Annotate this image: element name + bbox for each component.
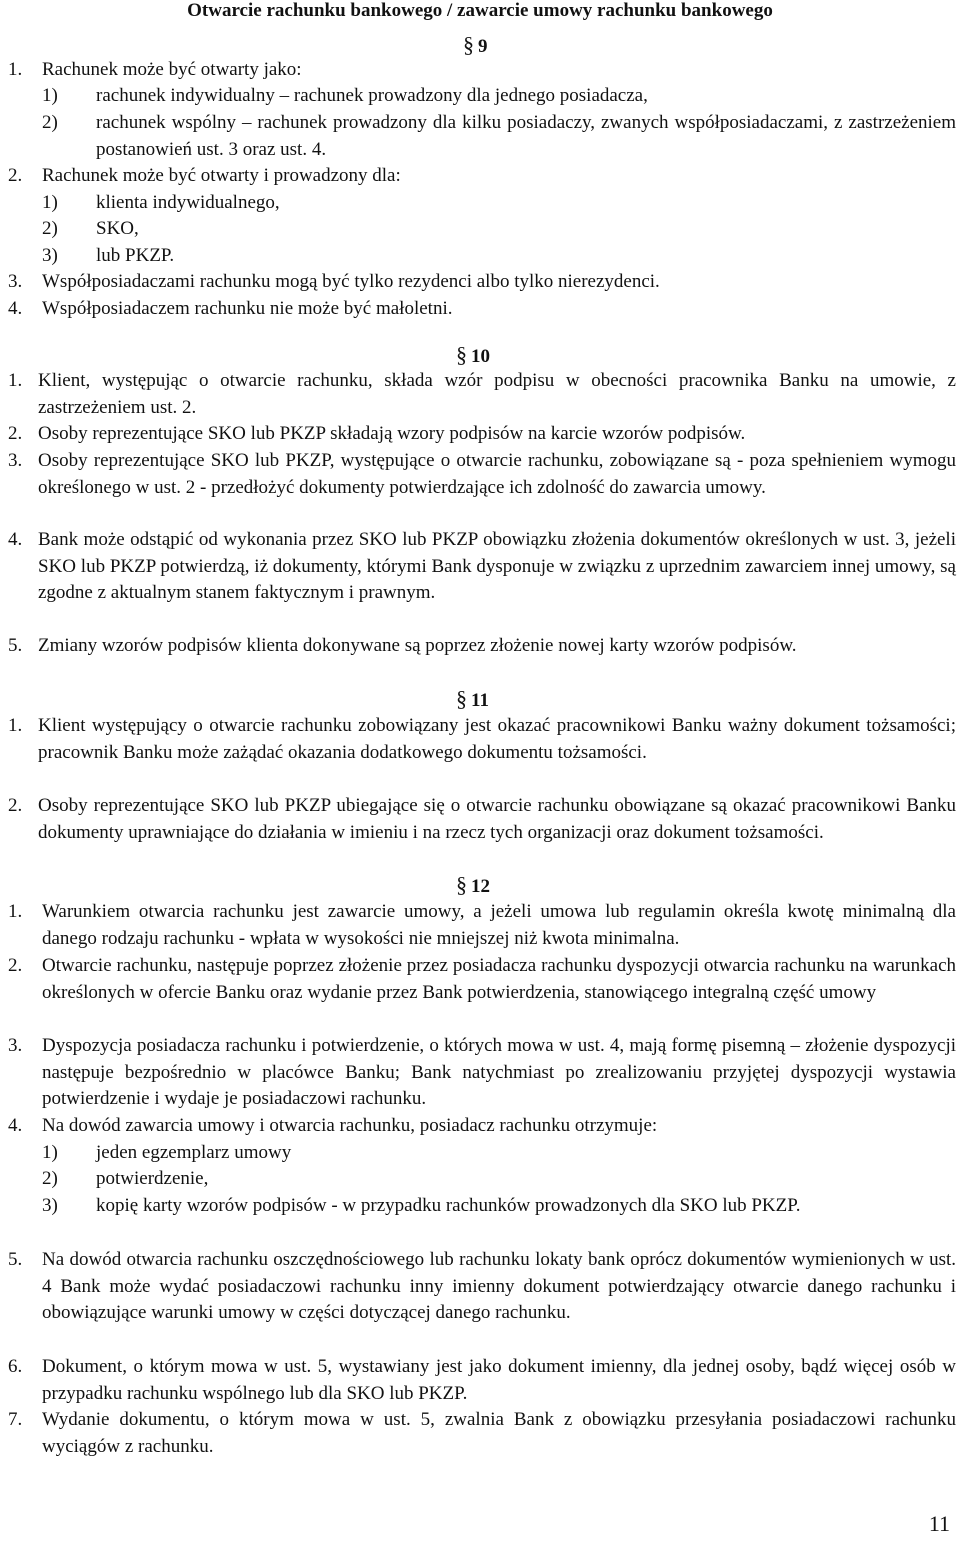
paragraph-11-1: 1. Klient występujący o otwarcie rachunku zobowiązany jest okazać pracownikowi Banku ważny dokument tożsamości; pracownik Banku może zażądać okazania dodatkowego dokumentu tożsamości.: [8, 715, 956, 763]
paragraph-9-1: 1. Rachunek może być otwarty jako:: [8, 59, 302, 80]
paragraph-12-1: 1. Warunkiem otwarcia rachunku jest zawarcie umowy, a jeżeli umowa lub regulamin określa kwotę minimalną dla danego rodzaju rachunku - wpłata w wysokości nie mniejszej niż kwota minimalna.: [8, 901, 956, 949]
page-number: 11: [928, 1511, 950, 1536]
point-9-2-2: 2) SKO,: [42, 218, 139, 239]
paragraph-12-3: 3. Dyspozycja posiadacza rachunku i potwierdzenie, o których mowa w ust. 4, mają formę pisemną – złożenie dyspozycji następuje bezpośrednio w placówce Banku; Bank natychmiast po zrealizowaniu przyjętej dyspozycji wystawia potwierdzenie i wydaje je posiadaczowi rachunku.: [8, 1035, 956, 1109]
point-12-4-3: 3) kopię karty wzorów podpisów - w przypadku rachunków prowadzonych dla SKO lub PKZP.: [42, 1195, 801, 1216]
paragraph-9-2: 2. Rachunek może być otwarty i prowadzony dla:: [8, 165, 401, 186]
paragraph-10-1: 1. Klient, występując o otwarcie rachunku, składa wzór podpisu w obecności pracownika Banku na umowie, z zastrzeżeniem ust. 2.: [8, 370, 956, 418]
paragraph-12-7: 7. Wydanie dokumentu, o którym mowa w ust. 5, zwalnia Bank z obowiązku przesyłania posiadaczowi rachunku wyciągów z rachunku.: [8, 1409, 956, 1457]
section-symbol: §: [463, 32, 474, 57]
paragraph-12-4: 4. Na dowód zawarcia umowy i otwarcia rachunku, posiadacz rachunku otrzymuje:: [8, 1115, 658, 1136]
section-number: 9: [478, 36, 488, 57]
section-symbol: §: [456, 872, 467, 897]
section-symbol: §: [456, 342, 467, 367]
point-12-4-2: 2) potwierdzenie,: [42, 1168, 209, 1189]
paragraph-12-5: 5. Na dowód otwarcia rachunku oszczędnościowego lub rachunku lokaty bank oprócz dokumentów wymienionych w ust. 4 Bank może wydać posiadaczowi rachunku inny imienny dokument potwierdzający otwarcie danego rachunku i obowiązujące warunki umowy w części dotyczącej danego rachunku.: [8, 1249, 956, 1323]
paragraph-9-4: 4. Współposiadaczem rachunku nie może być małoletni.: [8, 298, 453, 319]
paragraph-10-2: 2. Osoby reprezentujące SKO lub PKZP składają wzory podpisów na karcie wzorów podpisów.: [8, 423, 746, 444]
point-9-1-1: 1) rachunek indywidualny – rachunek prowadzony dla jednego posiadacza,: [42, 85, 648, 106]
paragraph-10-5: 5. Zmiany wzorów podpisów klienta dokonywane są poprzez złożenie nowej karty wzorów podpisów.: [8, 635, 797, 656]
section-number: 12: [471, 876, 490, 897]
paragraph-12-2: 2. Otwarcie rachunku, następuje poprzez złożenie przez posiadacza rachunku dyspozycji otwarcia rachunku na warunkach określonych w ofercie Banku oraz wydanie przez Bank potwierdzenia, stanowiącego integralną część umowy: [8, 955, 956, 1003]
point-9-2-1: 1) klienta indywidualnego,: [42, 192, 280, 213]
paragraph-10-3: 3. Osoby reprezentujące SKO lub PKZP, występujące o otwarcie rachunku, zobowiązane są - poza spełnieniem wymogu określonego w ust. 2 - przedłożyć dokumenty potwierdzające ich zdolność do zawarcia umowy.: [8, 450, 956, 498]
paragraph-11-2: 2. Osoby reprezentujące SKO lub PKZP ubiegające się o otwarcie rachunku obowiązane są okazać pracownikowi Banku dokumenty uprawniające do działania w imieniu i na rzecz tych organizacji oraz dokument tożsamości.: [8, 795, 956, 843]
point-9-2-3: 3) lub PKZP.: [42, 245, 175, 266]
section-symbol: §: [456, 686, 467, 711]
section-number: 11: [471, 690, 489, 711]
point-9-1-2: 2) rachunek wspólny – rachunek prowadzony dla kilku posiadaczy, zwanych współposiadaczami, z zastrzeżeniem postanowień ust. 3 oraz ust. 4.: [42, 112, 956, 160]
document-title: Otwarcie rachunku bankowego / zawarcie umowy rachunku bankowego: [187, 0, 773, 21]
point-12-4-1: 1) jeden egzemplarz umowy: [42, 1142, 292, 1163]
paragraph-12-6: 6. Dokument, o którym mowa w ust. 5, wystawiany jest jako dokument imienny, dla jednej osoby, bądź więcej osób w przypadku rachunku wspólnego lub dla SKO lub PKZP.: [8, 1356, 956, 1404]
paragraph-9-3: 3. Współposiadaczami rachunku mogą być tylko rezydenci albo tylko nierezydenci.: [8, 271, 660, 292]
paragraph-10-4: 4. Bank może odstąpić od wykonania przez SKO lub PKZP obowiązku złożenia dokumentów określonych w ust. 3, jeżeli SKO lub PKZP potwierdzą, iż dokumenty, którymi Bank dysponuje w związku z uprzednim zawarciem innej umowy, są zgodne z aktualnym stanem faktycznym i prawnym.: [8, 529, 956, 603]
section-number: 10: [471, 346, 490, 367]
